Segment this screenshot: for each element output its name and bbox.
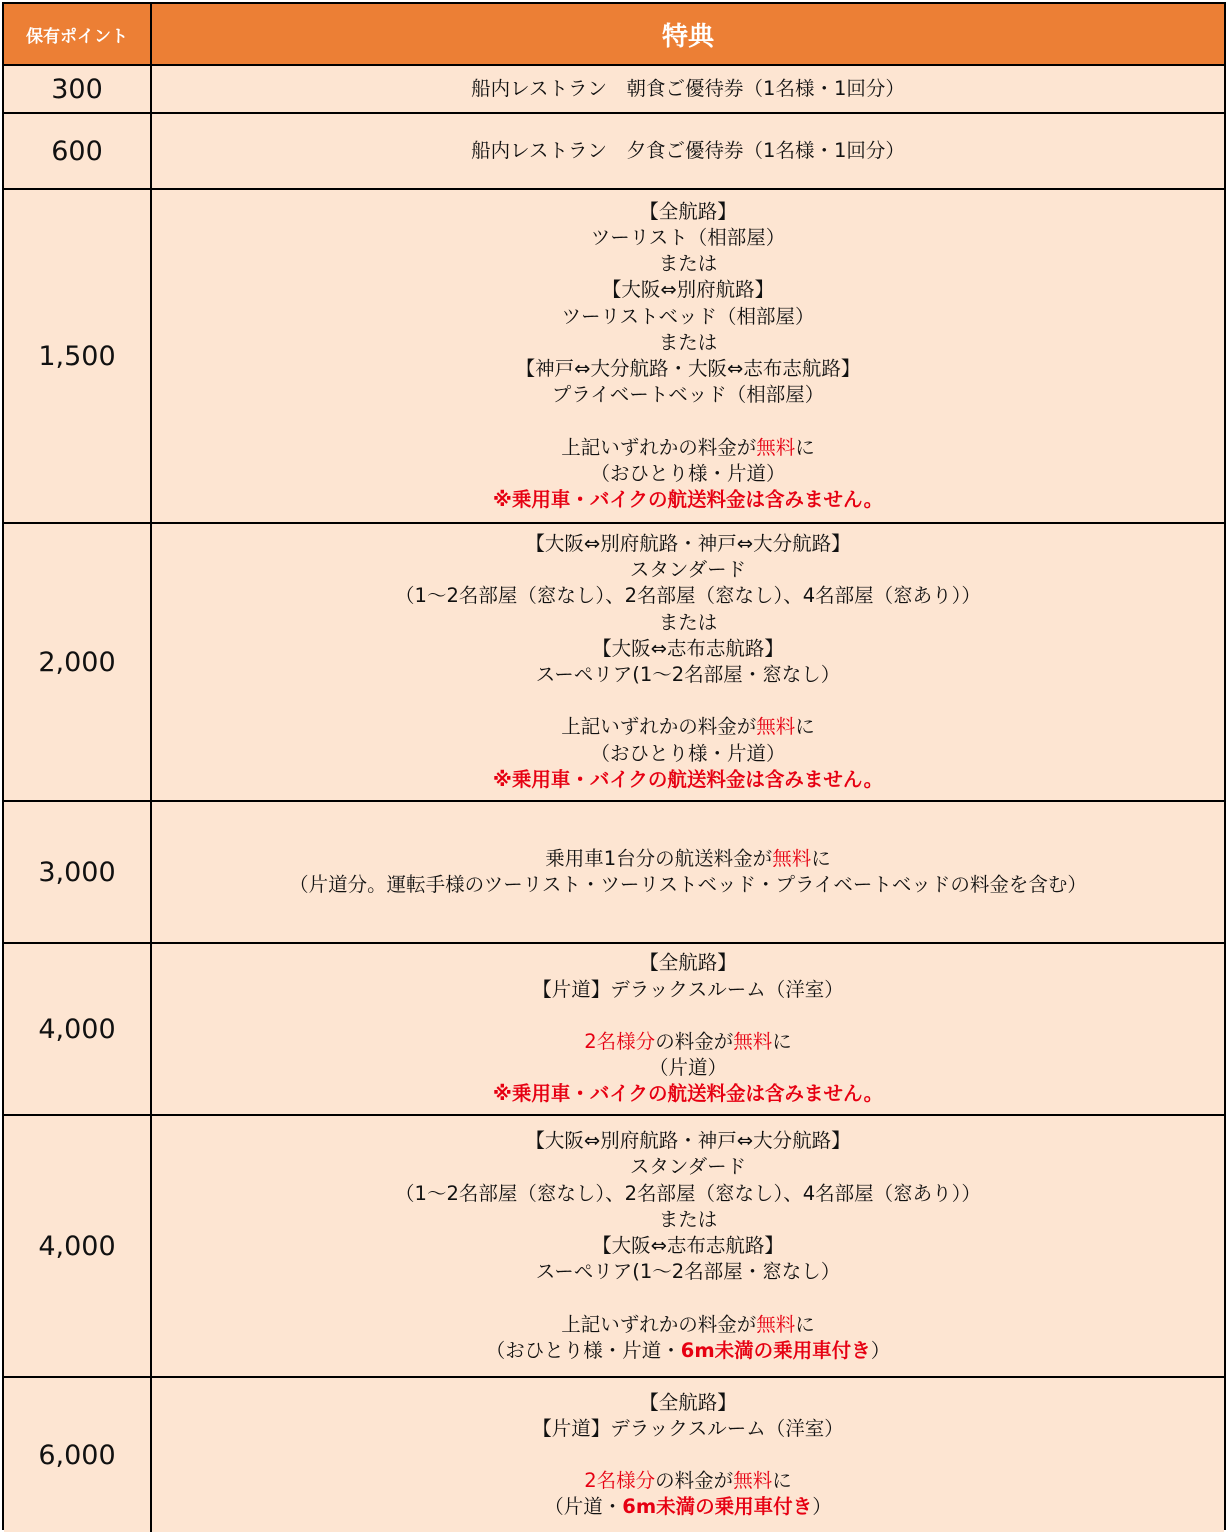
benefit-text-segment: プライベートベッド（相部屋） [551, 383, 825, 407]
benefit-line [493, 977, 883, 1003]
benefit-text-segment: の料金が [655, 1469, 734, 1493]
benefit-text-segment: 船内レストラン 朝食ご優待券（1名様・1回分） [471, 76, 905, 100]
benefit-text-segment: （おひとり様・片道・ [485, 1338, 681, 1362]
benefit-cell [152, 1378, 1224, 1532]
benefit-text-segment: 乗用車1台分の航送料金が [545, 846, 773, 870]
benefit-text-segment: （片道分。運転手様のツーリスト・ツーリストベッド・プライベートベッドの料金を含む） [289, 873, 1087, 896]
benefit-text-segment: 【大阪⇔別府航路】 [601, 278, 775, 302]
benefit-text-segment: （片道・ [544, 1495, 623, 1519]
points-value: 2,000 [4, 524, 152, 800]
benefit-line [493, 487, 883, 513]
benefit-text-segment: 上記いずれかの料金が [561, 1312, 757, 1336]
table-row [4, 944, 1224, 1116]
benefit-line [289, 846, 1087, 872]
benefit-text-segment: に [772, 1469, 792, 1493]
benefit-text-segment: または [658, 610, 718, 634]
highlight-text: 無料 [756, 435, 796, 459]
highlight-text: ※乗用車・バイクの航送料金は含みません。 [492, 488, 884, 511]
benefit-line [471, 76, 905, 102]
benefit-text [289, 846, 1087, 898]
benefit-line [395, 767, 981, 793]
points-value: 3,000 [4, 802, 152, 942]
benefit-line [395, 714, 981, 740]
benefit-cell [152, 944, 1224, 1114]
highlight-text: 無料 [733, 1469, 773, 1493]
table-row [4, 1378, 1224, 1532]
benefit-text-segment: 船内レストラン 夕食ご優待券（1名様・1回分） [471, 138, 905, 162]
benefit-text [493, 950, 883, 1107]
benefit-line [532, 1468, 843, 1494]
benefit-text-segment: ） [870, 1338, 891, 1362]
benefit-line [493, 408, 883, 434]
highlight-text: 2名様分 [584, 1469, 656, 1493]
benefit-text-segment: スタンダード [629, 1155, 747, 1179]
benefit-text-segment: に [772, 1029, 792, 1053]
benefit-line [532, 1442, 843, 1468]
benefit-line [493, 950, 883, 976]
benefit-text-segment: スーペリア(1～2名部屋・窓なし） [535, 1260, 841, 1284]
benefit-text-segment: に [795, 715, 815, 739]
benefit-text-segment: に [795, 1312, 815, 1336]
points-value: 4,000 [4, 944, 152, 1114]
benefit-text-segment: 【大阪⇔志布志航路】 [592, 1233, 784, 1257]
benefit-line [395, 1259, 981, 1285]
benefit-line [493, 356, 883, 382]
table-row [4, 802, 1224, 944]
benefit-text-segment: 【全航路】 [639, 951, 737, 975]
benefit-text-segment: （片道） [648, 1056, 727, 1080]
benefit-text [471, 76, 905, 102]
benefit-line [395, 1207, 981, 1233]
benefit-cell [152, 802, 1224, 942]
benefit-text [532, 1390, 843, 1521]
benefit-text-segment: 【全航路】 [639, 199, 737, 223]
benefit-cell [152, 1116, 1224, 1376]
benefit-text-segment: （おひとり様・片道） [590, 461, 786, 485]
benefit-text [493, 199, 883, 513]
points-value: 300 [4, 66, 152, 112]
table-row [4, 524, 1224, 802]
benefit-line [493, 199, 883, 225]
benefit-text [471, 138, 905, 164]
benefit-text-segment: 【全航路】 [639, 1390, 737, 1414]
benefit-text-segment: または [658, 1207, 718, 1231]
benefit-line [493, 304, 883, 330]
benefit-line [395, 1128, 981, 1154]
benefit-line [395, 1312, 981, 1338]
points-benefit-table [2, 2, 1226, 1530]
benefit-line [395, 1285, 981, 1311]
benefit-line [395, 688, 981, 714]
benefit-text-segment: 【片道】デラックスルーム（洋室） [532, 977, 844, 1001]
benefit-line [395, 741, 981, 767]
table-row [4, 190, 1224, 524]
table-row [4, 1116, 1224, 1378]
points-value: 1,500 [4, 190, 152, 522]
benefit-line [395, 557, 981, 583]
benefit-text-segment: または [658, 330, 718, 354]
highlight-text: 無料 [772, 846, 812, 870]
benefit-line [493, 1029, 883, 1055]
benefit-line [493, 330, 883, 356]
benefit-text-segment: 【大阪⇔別府航路・神戸⇔大分航路】 [525, 1129, 851, 1153]
benefit-text-segment: に [795, 435, 815, 459]
points-value: 4,000 [4, 1116, 152, 1376]
benefit-line [493, 1081, 883, 1107]
benefit-text-segment: 【片道】デラックスルーム（洋室） [532, 1416, 844, 1440]
benefit-column-header: 特典 [661, 21, 714, 52]
benefit-line [532, 1390, 843, 1416]
benefit-text-segment: スーペリア(1～2名部屋・窓なし） [535, 663, 841, 686]
benefit-line [395, 1154, 981, 1180]
highlight-text: ※乗用車・バイクの航送料金は含みません。 [492, 1082, 884, 1106]
benefit-line [493, 277, 883, 303]
highlight-text: 無料 [756, 1312, 796, 1336]
benefit-text-segment: または [658, 252, 718, 276]
benefit-line [395, 531, 981, 557]
benefit-text-segment: 【大阪⇔別府航路・神戸⇔大分航路】 [525, 531, 851, 555]
benefit-text-segment: ） [812, 1495, 832, 1519]
benefit-text [395, 531, 981, 793]
benefit-line [395, 662, 981, 688]
highlight-text: 無料 [756, 715, 796, 739]
points-column-header: 保有ポイント [4, 4, 152, 64]
benefit-line [395, 1233, 981, 1259]
benefit-line [493, 435, 883, 461]
highlight-text: 6m未満の乗用車付き [680, 1338, 871, 1362]
benefit-line [395, 610, 981, 636]
benefit-text-segment: 上記いずれかの料金が [561, 435, 757, 459]
benefit-text [395, 1128, 981, 1364]
highlight-text: 無料 [733, 1029, 773, 1053]
table-row [4, 66, 1224, 114]
benefit-text-segment: スタンダード [629, 558, 747, 582]
table-row [4, 114, 1224, 190]
highlight-text: 2名様分 [584, 1029, 656, 1053]
benefit-text-segment: （1～2名部屋（窓なし）、2名部屋（窓なし）、4名部屋（窓あり）） [395, 584, 981, 608]
benefit-line [493, 251, 883, 277]
table-header-row [4, 4, 1224, 66]
highlight-text: 6m未満の乗用車付き [622, 1495, 813, 1519]
benefit-text-segment: 上記いずれかの料金が [561, 715, 757, 739]
points-value: 600 [4, 114, 152, 188]
benefit-cell [152, 66, 1224, 112]
benefit-line [395, 1338, 981, 1364]
benefit-line [289, 872, 1087, 898]
benefit-text-segment: （1～2名部屋（窓なし）、2名部屋（窓なし）、4名部屋（窓あり）） [395, 1181, 981, 1205]
benefit-text-segment: 【神戸⇔大分航路・大阪⇔志布志航路】 [515, 357, 861, 380]
benefit-cell [152, 114, 1224, 188]
benefit-text-segment: 【大阪⇔志布志航路】 [592, 636, 784, 660]
benefit-text-segment: の料金が [655, 1029, 734, 1053]
benefit-line [395, 583, 981, 609]
benefit-line [532, 1494, 843, 1520]
benefit-line [532, 1416, 843, 1442]
benefit-line [493, 382, 883, 408]
benefit-line [493, 225, 883, 251]
benefit-cell [152, 524, 1224, 800]
benefit-line [395, 1181, 981, 1207]
points-value: 6,000 [4, 1378, 152, 1532]
benefit-line [493, 461, 883, 487]
benefit-line [493, 1003, 883, 1029]
benefit-text-segment: ツーリストベッド（相部屋） [561, 304, 815, 328]
benefit-line [395, 636, 981, 662]
highlight-text: ※乗用車・バイクの航送料金は含みません。 [492, 767, 884, 791]
benefit-text-segment: ツーリスト（相部屋） [590, 225, 786, 249]
benefit-text-segment: に [811, 846, 831, 870]
benefit-text-segment: （おひとり様・片道） [590, 741, 786, 765]
benefit-line [471, 138, 905, 164]
benefit-cell [152, 190, 1224, 522]
benefit-line [493, 1055, 883, 1081]
